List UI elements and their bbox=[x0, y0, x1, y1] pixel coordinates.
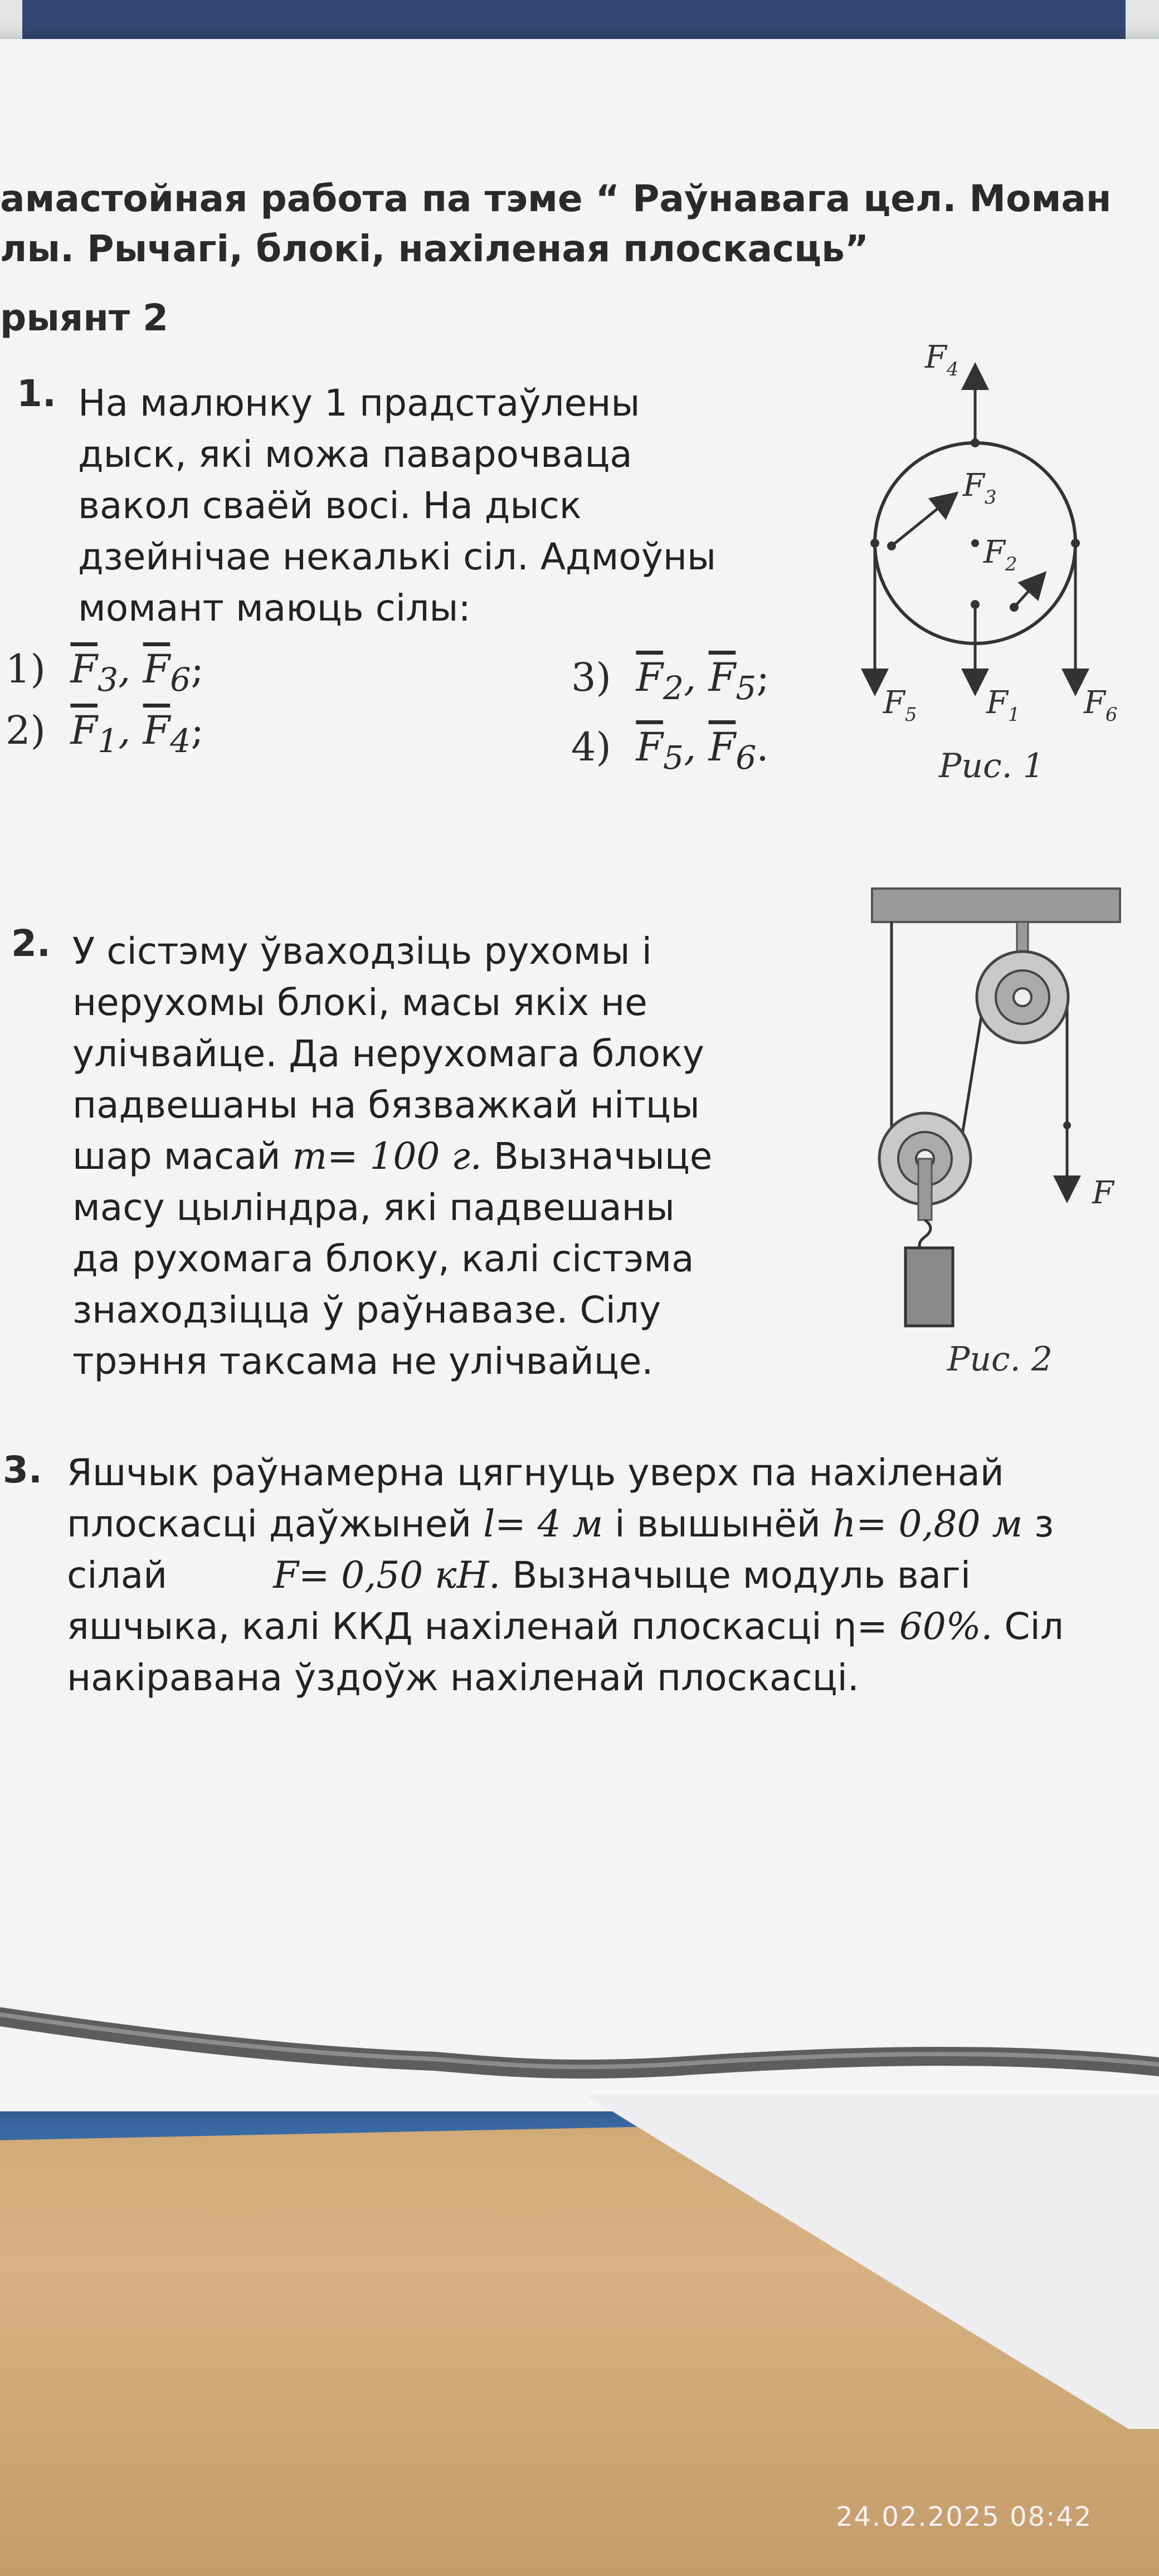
f4-point bbox=[971, 438, 980, 447]
task1-option-3: 3) $\overline{F}_2$, $\overline{F}_5$; bbox=[571, 655, 770, 707]
clipboard-rod bbox=[0, 1983, 1159, 2150]
option-label: 2) bbox=[6, 708, 46, 753]
pulley-hanger bbox=[918, 1159, 932, 1220]
task3-line: яшчыка, калі ККД нахіленай плоскасці η= 60%. Сіл bbox=[67, 1605, 1064, 1648]
f5-label: $F_5$ bbox=[883, 685, 917, 726]
task1-number: 1. bbox=[17, 372, 56, 415]
ceiling-beam bbox=[872, 889, 1120, 922]
task1-text bbox=[78, 378, 716, 634]
vector-f: $\overline{F}$ bbox=[636, 655, 663, 700]
force-f-label: F bbox=[1092, 1175, 1114, 1211]
task3-line: Яшчык раўнамерна цягнуць уверх па нахіленай bbox=[67, 1451, 1004, 1494]
cylinder-weight bbox=[905, 1248, 953, 1326]
task1-option-1: 1) $\overline{F}_3$, $\overline{F}_6$; bbox=[6, 646, 204, 699]
photo-timestamp: 24.02.2025 08:42 bbox=[836, 2501, 1093, 2533]
force-expression: F= 0,50 кН. bbox=[273, 1554, 501, 1597]
f3-point bbox=[887, 541, 896, 550]
vector-f: $\overline{F}$ bbox=[636, 724, 663, 770]
f1-label: $F_1$ bbox=[986, 685, 1020, 726]
task3-number: 3. bbox=[3, 1448, 42, 1491]
vector-f: $\overline{F}$ bbox=[708, 655, 736, 700]
f4-label: $F_4$ bbox=[925, 339, 959, 380]
variant-label: рыянт 2 bbox=[0, 296, 169, 339]
efficiency-expression: 60%. bbox=[899, 1605, 993, 1648]
task1-line: дыск, які можа паварочваца bbox=[78, 433, 632, 476]
task1-line: На малюнку 1 прадстаўлены bbox=[78, 382, 640, 425]
force-application-point bbox=[1063, 1121, 1071, 1129]
subscript: 5 bbox=[663, 739, 684, 777]
task2-line: знаходзіцца ў раўнавазе. Сілу bbox=[72, 1289, 661, 1331]
f2-point bbox=[1010, 603, 1019, 612]
task3-line: накіравана ўздоўж нахіленай плоскасці. bbox=[67, 1656, 859, 1699]
option-end: . bbox=[756, 724, 769, 770]
disk-axis-dot bbox=[971, 539, 979, 547]
figure-1-disk-diagram bbox=[836, 329, 1148, 786]
option-end: ; bbox=[756, 655, 770, 700]
f6-label: $F_6$ bbox=[1084, 685, 1118, 726]
option-label: 3) bbox=[571, 655, 611, 700]
task3-text bbox=[67, 1447, 1064, 1704]
task1-line: вакол сваёй восі. На дыск bbox=[78, 484, 582, 527]
f3-label: $F_3$ bbox=[963, 467, 997, 509]
figure-2-caption: Рис. 2 bbox=[947, 1340, 1053, 1379]
task2-text bbox=[72, 926, 712, 1387]
height-expression: h= 0,80 м bbox=[832, 1502, 1023, 1545]
figure-2-pulley-diagram bbox=[858, 880, 1137, 1421]
vector-f: $\overline{F}$ bbox=[70, 646, 98, 692]
subscript: 3 bbox=[97, 661, 119, 699]
worksheet-title-line2: лы. Рычагі, блокі, нахіленая плоскасць” bbox=[0, 227, 869, 270]
task2-line: да рухомага блоку, калі сістэма bbox=[72, 1237, 694, 1280]
option-end: ; bbox=[191, 646, 204, 692]
subscript: 6 bbox=[170, 661, 191, 699]
task1-option-4: 4) $\overline{F}_5$, $\overline{F}_6$. bbox=[571, 724, 769, 777]
task2-line: масу цыліндра, які падвешаны bbox=[72, 1186, 675, 1229]
vector-f: $\overline{F}$ bbox=[70, 708, 98, 753]
f2-arrow bbox=[1014, 579, 1039, 607]
vector-f: $\overline{F}$ bbox=[143, 708, 171, 753]
vector-f: $\overline{F}$ bbox=[143, 646, 171, 692]
task1-option-2: 2) $\overline{F}_1$, $\overline{F}_4$; bbox=[6, 708, 204, 760]
subscript: 1 bbox=[97, 722, 119, 760]
task2-line-mass: шар масай m= 100 г. Вызначыце bbox=[72, 1135, 713, 1178]
vector-f: $\overline{F}$ bbox=[708, 724, 736, 770]
subscript: 5 bbox=[736, 669, 757, 707]
figure-1-caption: Рис. 1 bbox=[939, 747, 1044, 786]
subscript: 2 bbox=[663, 669, 684, 707]
worksheet-title-line1: амастойная работа па тэме “ Раўнавага цел. Моман bbox=[0, 177, 1112, 220]
task3-line: плоскасці даўжыней l= 4 м і вышынёй h= 0,80 м з bbox=[67, 1502, 1054, 1545]
task2-line: падвешаны на бязважкай нітцы bbox=[72, 1084, 700, 1126]
task2-line: У сістэму ўваходзіць рухомы і bbox=[72, 930, 652, 973]
subscript: 6 bbox=[736, 739, 757, 777]
option-label: 1) bbox=[6, 646, 46, 692]
length-expression: l= 4 м bbox=[483, 1502, 603, 1545]
task2-line: трэння таксама не улічвайце. bbox=[72, 1340, 654, 1383]
option-end: ; bbox=[191, 708, 204, 753]
task2-line: улічвайце. Да нерухомага блоку bbox=[72, 1032, 704, 1075]
mass-expression: m= 100 г. bbox=[292, 1135, 482, 1178]
option-label: 4) bbox=[571, 724, 611, 770]
f2-label: $F_2$ bbox=[983, 534, 1017, 575]
task1-line: момант маюць сілы: bbox=[78, 587, 471, 630]
task3-line: сілай F= 0,50 кН. Вызначыце модуль вагі bbox=[67, 1554, 971, 1597]
task2-number: 2. bbox=[11, 922, 51, 965]
f3-arrow bbox=[892, 499, 950, 546]
task2-line: нерухомы блокі, масы якіх не bbox=[72, 981, 647, 1024]
task1-line: дзейнічае некалькі сіл. Адмоўны bbox=[78, 535, 717, 578]
subscript: 4 bbox=[170, 722, 191, 760]
